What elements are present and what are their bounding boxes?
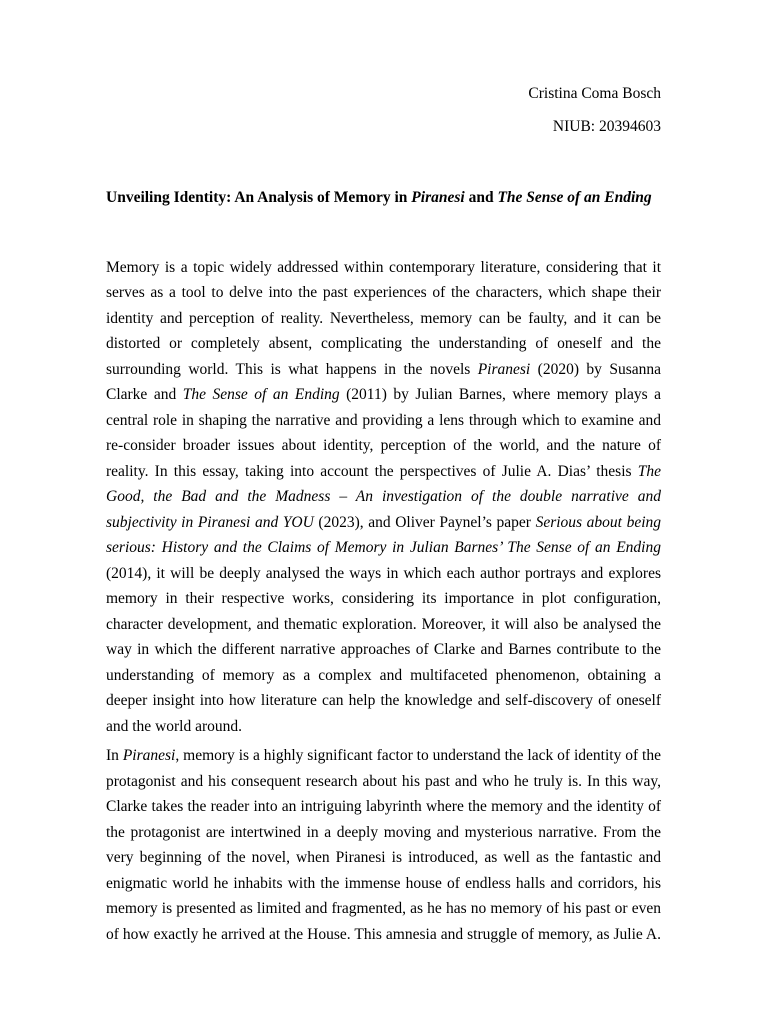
essay-paragraph — [106, 255, 661, 740]
text-run: Unveiling Identity: An Analysis of Memory in — [106, 189, 412, 206]
text-run: Memory is a topic widely addressed within contemporary literature, considering that it serves as a tool to delve into the past experiences of the characters, which shape their identity and perception of reality. Nevertheless, memory can be faulty, and it can be distorted or completely absent, complicating the understanding of oneself and the surrounding world. This is what happens in the novels — [106, 258, 661, 378]
italic-text-run: The Sense of an Ending — [182, 386, 340, 403]
text-run: and — [464, 189, 498, 206]
author-name: Cristina Coma Bosch — [528, 85, 661, 102]
italic-text-run: Piranesi — [411, 189, 465, 206]
niub-number: NIUB: 20394603 — [552, 117, 661, 135]
document-page — [106, 81, 661, 947]
essay-body — [106, 255, 661, 948]
essay-paragraph — [106, 743, 661, 947]
italic-text-run: Piranesi — [477, 360, 531, 378]
text-run: (2014), it will be deeply analysed the ways in which each author portrays and explores memory in their respective works, considering its importance in plot configuration, character development, and thematic exploration. Moreover, it will also be analysed the way in which the different narrative approaches of Clarke and Barnes contribute to the understanding of memory as a complex and multifaceted phenomenon, obtaining a deeper insight into how literature can help the knowledge and self-discovery of oneself and the world around. — [106, 564, 661, 735]
italic-text-run: Serious about being serious: History and the Claims of Memory in Julian Barnes’ The Sense of an Ending — [106, 513, 662, 556]
italic-text-run: The Sense of an Ending — [497, 189, 652, 206]
italic-text-run: The Good, the Bad and the Madness – An investigation of the double narrative and subjectivity in Piranesi and YOU — [106, 462, 661, 531]
text-run: In — [106, 747, 123, 764]
italic-text-run: Piranesi — [122, 747, 176, 764]
essay-title — [106, 185, 661, 211]
text-run: (2023), and Oliver Paynel’s paper — [313, 513, 536, 531]
text-run: (2011) by Julian Barnes, where memory plays a central role in shaping the narrative and providing a lens through which to examine and re-consider broader issues about identity, perception of the world, and the nature of reality. In this essay, taking into account the perspectives of Julie A. Dias’ thesis — [106, 386, 661, 480]
text-run: (2020) by Susanna Clarke and — [106, 360, 661, 403]
text-run: , memory is a highly significant factor to understand the lack of identity of the protagonist and his consequent research about his past and who he truly is. In this way, Clarke takes the reader into an intriguing labyrinth where the memory and the identity of the protagonist are intertwined in a deeply moving and mysterious narrative. From the very beginning of the novel, when Piranesi is introduced, as well as the fantastic and enigmatic world he inhabits with the immense house of endless halls and corridors, his memory is presented as limited and fragmented, as he has no memory of his past or even of how exactly he arrived at the House. This amnesia and struggle of memory, as Julie A. — [106, 747, 661, 943]
